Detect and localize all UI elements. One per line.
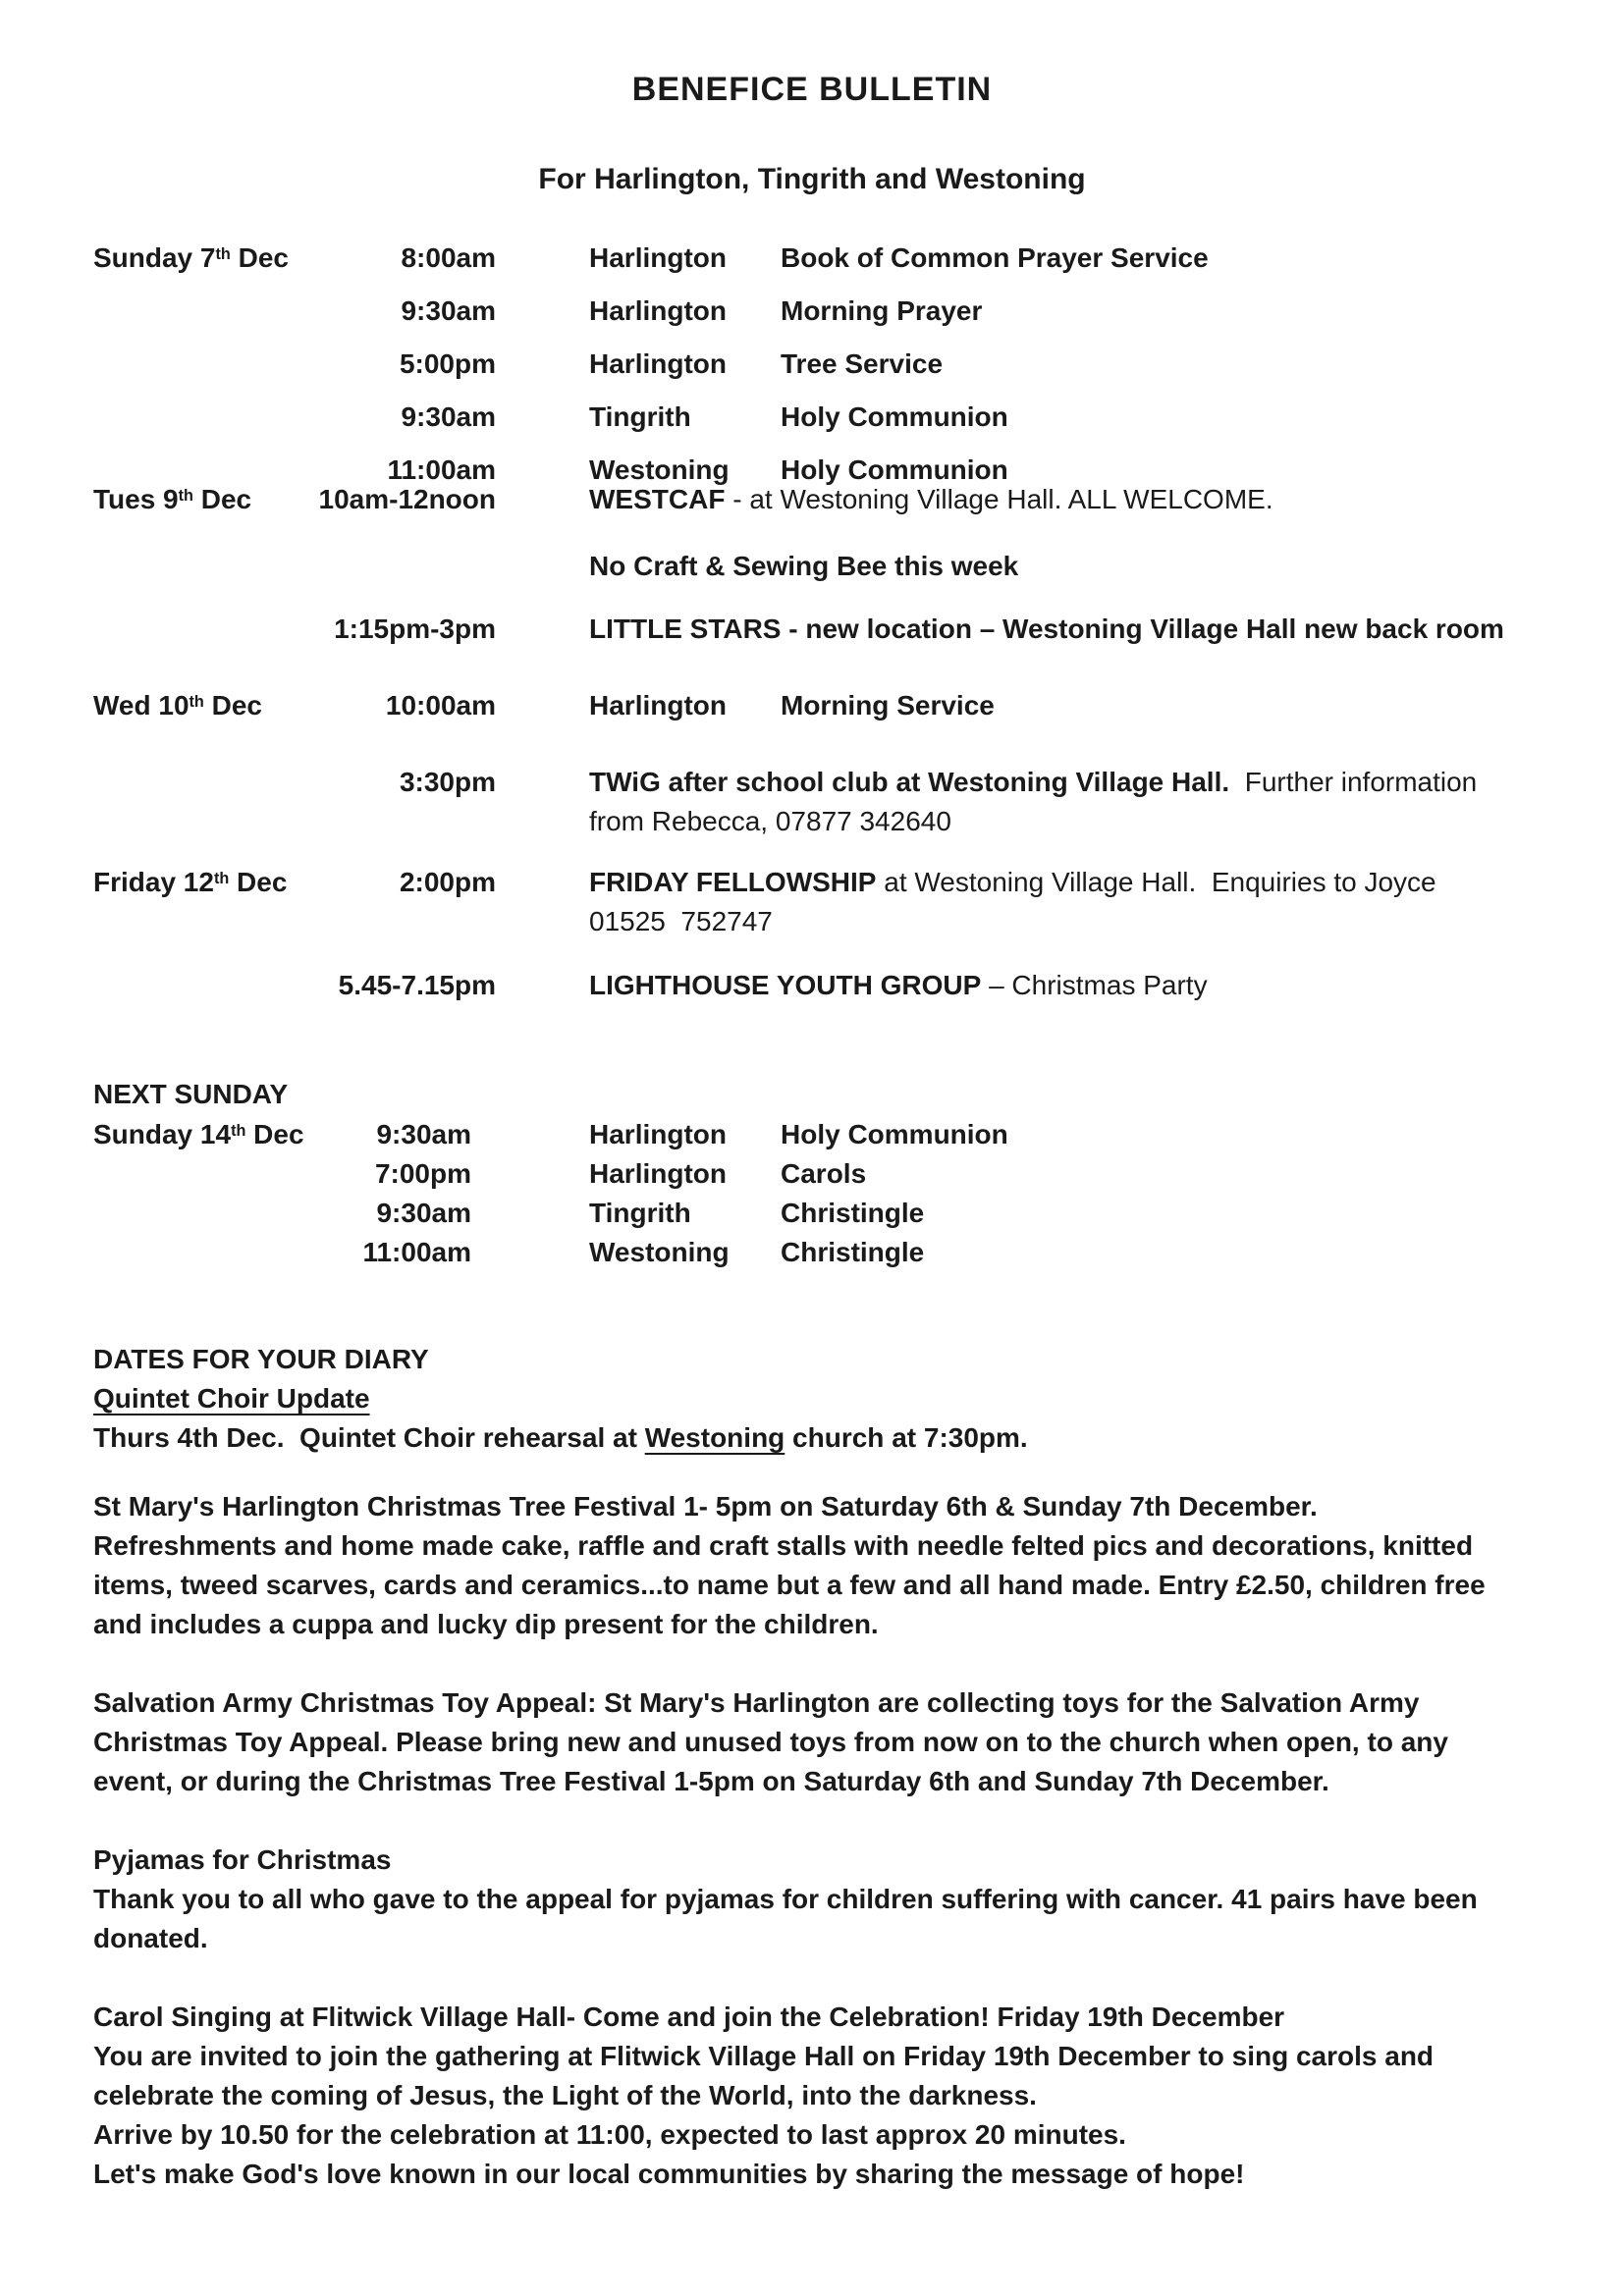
- quintet-update-heading: Quintet Choir Update: [93, 1383, 370, 1414]
- page-title: BENEFICE BULLETIN: [631, 71, 993, 108]
- paragraph-line: Arrive by 10.50 for the celebration at 11:00, expected to last approx 20 minutes.: [93, 2119, 1126, 2150]
- schedule-row: [0, 1154, 1624, 1194]
- event-detail: - at Westoning Village Hall. ALL WELCOME.: [725, 484, 1273, 514]
- event-detail: 01525 752747: [589, 906, 773, 936]
- event-time: 9:30am: [376, 1119, 471, 1149]
- event-location: Harlington: [589, 1158, 727, 1189]
- event-description: [589, 966, 1208, 1005]
- schedule-row: [0, 1194, 1624, 1233]
- paragraph-line: St Mary's Harlington Christmas Tree Festival 1- 5pm on Saturday 6th & Sunday 7th December.: [93, 1491, 1318, 1522]
- paragraph-line: celebrate the coming of Jesus, the Light of the World, into the darkness.: [93, 2080, 1037, 2110]
- event-time: 3:30pm: [399, 767, 496, 797]
- paragraph-line: Thank you to all who gave to the appeal for pyjamas for children suffering with cancer. 41 pairs have been: [93, 1884, 1478, 1914]
- event-location: Tingrith: [589, 401, 691, 432]
- event-location: Harlington: [589, 1119, 727, 1149]
- event-location: Westoning: [589, 1237, 730, 1267]
- event-description: [589, 547, 1018, 586]
- paragraph-line: Salvation Army Christmas Toy Appeal: St Mary's Harlington are collecting toys for the Salvation Army: [93, 1687, 1420, 1718]
- service-name: Holy Communion: [781, 1119, 1008, 1149]
- event-title: TWiG after school club at Westoning Village Hall.: [589, 767, 1230, 797]
- event-date-month: Dec: [229, 867, 288, 897]
- ordinal-suffix: th: [178, 486, 193, 505]
- paragraph-line: items, tweed scarves, cards and ceramics...to name but a few and all hand made. Entry £2.50, children free: [93, 1570, 1486, 1600]
- schedule-row: [0, 902, 1624, 941]
- event-time: 11:00am: [362, 1237, 471, 1267]
- quintet-location-underlined: Westoning: [644, 1422, 785, 1453]
- event-date-month: Dec: [192, 484, 252, 514]
- schedule-row: [0, 292, 1624, 331]
- event-time: 10:00am: [385, 690, 496, 721]
- event-detail: from Rebecca, 07877 342640: [589, 806, 951, 836]
- event-detail: at Westoning Village Hall. Enquiries to Joyce: [876, 867, 1436, 897]
- quintet-text: church at 7:30pm.: [785, 1422, 1028, 1453]
- quintet-text: Thurs 4th Dec. Quintet Choir rehearsal at: [93, 1422, 645, 1453]
- event-title: FRIDAY FELLOWSHIP: [589, 867, 877, 897]
- service-name: Holy Communion: [781, 401, 1008, 432]
- event-description: [589, 863, 1436, 902]
- event-location: Tingrith: [589, 1198, 691, 1228]
- event-date: [93, 686, 262, 729]
- schedule-row: [0, 1233, 1624, 1272]
- event-date-text: Wed 10: [93, 690, 189, 721]
- schedule-row: [0, 863, 1624, 902]
- event-time: 11:00am: [387, 454, 496, 485]
- quintet-update-line: [93, 1418, 1028, 1458]
- event-description: [589, 610, 1504, 649]
- service-name: Christingle: [781, 1237, 925, 1267]
- event-description: [589, 763, 1477, 802]
- event-location: Westoning: [589, 454, 730, 485]
- paragraph-line: You are invited to join the gathering at Flitwick Village Hall on Friday 19th December to sing carols and: [93, 2041, 1435, 2071]
- event-description: [589, 480, 1273, 519]
- event-date-month: Dec: [245, 1119, 304, 1149]
- paragraph-line: event, or during the Christmas Tree Festival 1-5pm on Saturday 6th and Sunday 7th December.: [93, 1766, 1329, 1796]
- ordinal-suffix: th: [189, 692, 204, 711]
- event-location: Harlington: [589, 690, 727, 721]
- schedule-row: [0, 398, 1624, 437]
- paragraph-line: Refreshments and home made cake, raffle and craft stalls with needle felted pics and decorations, knitted: [93, 1530, 1474, 1561]
- event-location: Harlington: [589, 295, 727, 326]
- event-detail: Further information: [1229, 767, 1478, 797]
- event-time: 8:00am: [401, 242, 496, 273]
- event-date-text: Sunday 7: [93, 242, 216, 273]
- event-time: 5:00pm: [399, 348, 496, 379]
- event-time: 9:30am: [401, 401, 496, 432]
- service-name: Holy Communion: [781, 454, 1008, 485]
- schedule-row: [0, 239, 1624, 278]
- paragraph-line: donated.: [93, 1923, 208, 1953]
- event-date-text: Tues 9: [93, 484, 179, 514]
- event-date: [93, 480, 251, 523]
- event-time: 10am-12noon: [318, 484, 496, 514]
- event-title: No Craft & Sewing Bee this week: [589, 551, 1019, 581]
- service-name: Tree Service: [781, 348, 944, 379]
- paragraph-line: and includes a cuppa and lucky dip present for the children.: [93, 1609, 879, 1639]
- page-subtitle: For Harlington, Tingrith and Westoning: [538, 163, 1086, 195]
- event-date-text: Friday 12: [93, 867, 214, 897]
- schedule-row: [0, 686, 1624, 725]
- next-sunday-heading: NEXT SUNDAY: [93, 1079, 289, 1109]
- service-name: Morning Service: [781, 690, 995, 721]
- paragraph-line: Let's make God's love known in our local communities by sharing the message of hope!: [93, 2159, 1245, 2189]
- event-time: 5.45-7.15pm: [338, 970, 496, 1000]
- ordinal-suffix: th: [231, 1121, 246, 1140]
- event-time: 7:00pm: [374, 1158, 471, 1189]
- event-location: Harlington: [589, 348, 727, 379]
- event-title: LIGHTHOUSE YOUTH GROUP: [589, 970, 982, 1000]
- event-date-month: Dec: [203, 690, 263, 721]
- schedule-row: [0, 480, 1624, 519]
- event-title: WESTCAF: [589, 484, 726, 514]
- service-name: Book of Common Prayer Service: [781, 242, 1209, 273]
- service-name: Morning Prayer: [781, 295, 983, 326]
- event-time: 2:00pm: [399, 867, 496, 897]
- event-detail: – Christmas Party: [981, 970, 1208, 1000]
- diary-heading: DATES FOR YOUR DIARY: [93, 1344, 429, 1374]
- schedule-row: [0, 610, 1624, 649]
- schedule-row: [0, 763, 1624, 802]
- ordinal-suffix: th: [213, 869, 230, 887]
- schedule-row: [0, 802, 1624, 841]
- schedule-row: [0, 1115, 1624, 1154]
- event-date-text: Sunday 14: [93, 1119, 232, 1149]
- event-title: LITTLE STARS - new location – Westoning Village Hall new back room: [589, 614, 1504, 644]
- event-location: Harlington: [589, 242, 727, 273]
- service-name: Carols: [781, 1158, 867, 1189]
- event-time: 9:30am: [401, 295, 496, 326]
- schedule-row: [0, 966, 1624, 1005]
- schedule-row: [0, 547, 1624, 586]
- service-name: Christingle: [781, 1198, 925, 1228]
- event-time: 1:15pm-3pm: [334, 614, 496, 644]
- event-time: 9:30am: [376, 1198, 471, 1228]
- paragraph-line: Pyjamas for Christmas: [93, 1844, 392, 1875]
- ordinal-suffix: th: [215, 244, 231, 263]
- paragraph-line: Christmas Toy Appeal. Please bring new and unused toys from now on to the church when open, to any: [93, 1727, 1448, 1757]
- event-date-month: Dec: [230, 242, 289, 273]
- schedule-row: [0, 345, 1624, 384]
- paragraph-line: Carol Singing at Flitwick Village Hall- Come and join the Celebration! Friday 19th December: [93, 2002, 1285, 2032]
